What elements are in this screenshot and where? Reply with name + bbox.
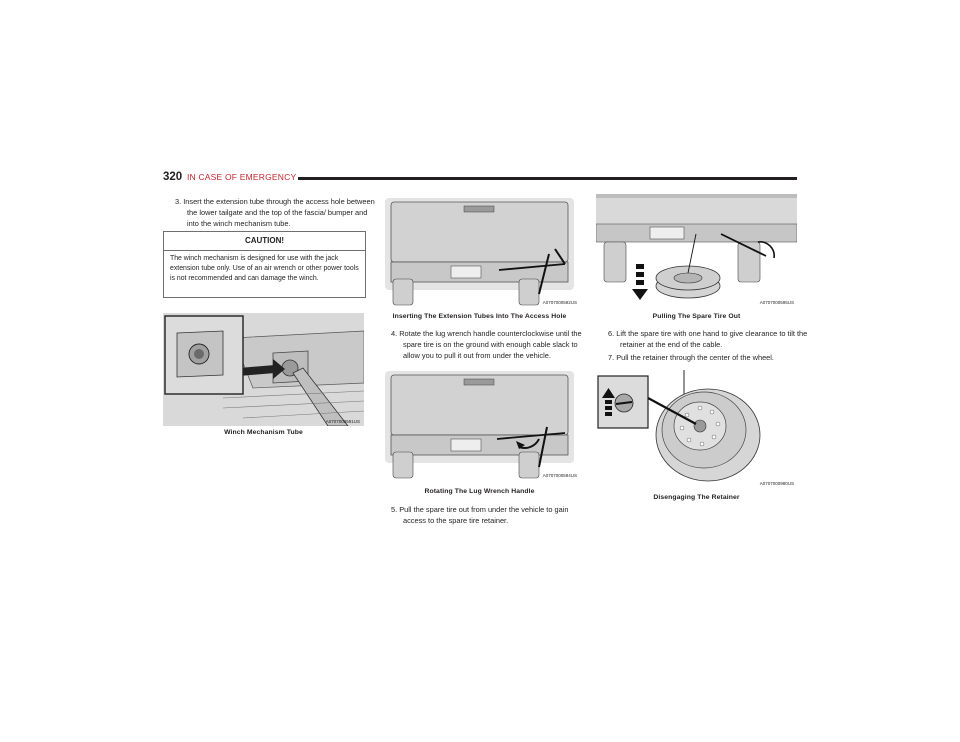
step-4-text: 4. Rotate the lug wrench handle counterclockwise until the spare tire is on the ground with enough cable slack to allow you to pull it out from under the vehicle. (391, 329, 582, 360)
caption-winch: Winch Mechanism Tube (224, 429, 303, 436)
caption-inserting: Inserting The Extension Tubes Into The Access Hole (392, 313, 567, 320)
tailgate-insert-illustration (379, 194, 580, 307)
figure-code: A0707000595US (759, 300, 794, 305)
figure-code: A0707000594US (542, 473, 577, 478)
figure-rotating-lug-wrench (379, 367, 580, 480)
spare-tire-pull-illustration (596, 194, 797, 307)
figure-inserting-extension-tubes (379, 194, 580, 307)
caption-pulling: Pulling The Spare Tire Out (652, 313, 741, 320)
header-rule (298, 177, 797, 180)
caution-title: CAUTION! (164, 232, 365, 251)
page-number: 320 (163, 171, 183, 183)
step-5-text: 5. Pull the spare tire out from under the vehicle to gain access to the spare tire retainer. (391, 505, 569, 525)
figure-winch-mechanism-tube (163, 313, 364, 426)
caution-box (163, 231, 366, 298)
tailgate-rotate-illustration (379, 367, 580, 480)
figure-code: A0707000592US (542, 300, 577, 305)
figure-code: A0707000980US (759, 481, 794, 486)
section-title: IN CASE OF EMERGENCY (187, 172, 297, 182)
retainer-illustration (596, 370, 797, 488)
caption-disengaging: Disengaging The Retainer (653, 494, 740, 501)
step-6-text: 6. Lift the spare tire with one hand to give clearance to tilt the retainer at the end of the cable. (608, 329, 808, 349)
caption-rotating: Rotating The Lug Wrench Handle (424, 488, 535, 495)
step-7-text: 7. Pull the retainer through the center of the wheel. (608, 353, 774, 362)
figure-code: A0707000591US (325, 419, 360, 424)
caution-body: The winch mechanism is designed for use with the jack extension tube only. Use of an air wrench or other power tools is not recommended and can damage the winch. (170, 255, 359, 282)
winch-illustration (163, 313, 364, 426)
step-3-text: 3. Insert the extension tube through the access hole between the lower tailgate and the top of the fascia/ bumper and into the winch mechanism tube. (175, 197, 375, 228)
figure-disengaging-retainer (596, 370, 797, 488)
figure-pulling-spare-tire (596, 194, 797, 307)
